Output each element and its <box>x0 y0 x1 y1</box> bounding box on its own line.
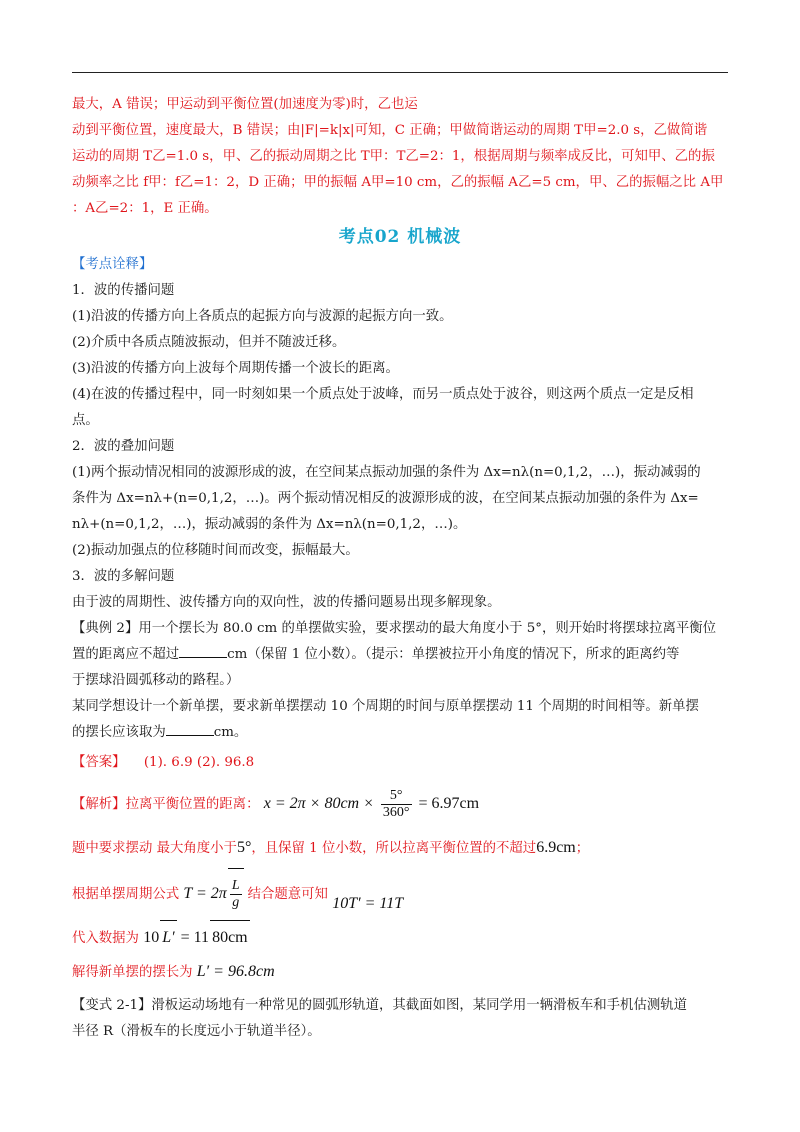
angle-limit: 5° <box>236 839 252 856</box>
analysis-text-4: 代入数据为 <box>72 931 139 946</box>
formula-distance-fraction <box>381 788 412 821</box>
example-block <box>72 616 728 746</box>
formula-sub-a: 10 <box>143 929 160 946</box>
formula-period-root <box>228 868 244 919</box>
example-line-2b: cm（保留 1 位小数）。（提示：单摆被拉开小角度的情况下，所求的距离约等 <box>227 647 680 662</box>
formula-sub-b: L′ <box>160 920 176 955</box>
heading-superposition: 2．波的叠加问题 <box>72 439 175 454</box>
heading-multi-solution: 3．波的多解问题 <box>72 569 175 584</box>
superposition-2: (2)振动加强点的位移随时间而改变，振幅最大。 <box>72 543 359 558</box>
fraction-denominator: 360° <box>382 804 410 820</box>
formula-distance <box>263 787 480 820</box>
formula-period <box>183 877 247 910</box>
formula-period-left: T = 2π <box>183 885 227 902</box>
answer-line <box>72 750 728 776</box>
analysis-text-3b: 结合题意可知 <box>247 887 328 902</box>
point-4a: (4)在波的传播过程中，同一时刻如果一个质点处于波峰，而另一质点处于波谷，则这两个质点一定是反相 <box>72 387 694 402</box>
point-4b: 点。 <box>72 413 99 428</box>
example-line-4: 某同学想设计一个新单摆，要求新单摆摆动 10 个周期的时间与原单摆摆动 11 个周期的时间相等。新单摆 <box>72 699 699 714</box>
fraction-numerator: 5° <box>381 788 412 805</box>
formula-sub-c: = 11 <box>180 929 210 946</box>
variant-line-1: 【变式 2-1】滑板运动场地有一种常见的圆弧形轨道，其截面如图，某同学用一辆滑板车和手机估测轨道 <box>72 998 688 1013</box>
answer-line-2: 动到平衡位置，速度最大，B 错误；由|F|=k|x|可知，C 正确；甲做简谐运动的周期 T甲=2.0 s，乙做简谐 <box>72 123 708 138</box>
analysis-text-5: 解得新单摆的摆长为 <box>72 965 193 980</box>
superposition-1c: nλ+(n=0,1,2，…)，振动减弱的条件为 Δx=nλ(n=0,1,2，…)。 <box>72 517 467 532</box>
variant-block <box>72 993 728 1045</box>
formula-period-relation: 10T′ = 11T <box>332 895 404 912</box>
analysis-tag: 【解析】 <box>72 797 126 812</box>
example-line-2 <box>72 642 728 668</box>
point-2: (2)介质中各质点随波振动，但并不随波迁移。 <box>72 335 346 350</box>
formula-sub-d: 80cm <box>210 920 250 955</box>
answer-blank-1 <box>179 643 227 658</box>
formula-new-length: L′ = 96.8cm <box>196 963 275 980</box>
document-page <box>72 92 728 1045</box>
answer-blank-2 <box>166 721 214 736</box>
explain-block <box>72 252 728 616</box>
section-title: 考点02 机械波 <box>338 227 462 247</box>
answer-value: (1). 6.9 (2). 96.8 <box>143 755 255 770</box>
answer-line-1: 最大，A 错误；甲运动到平衡位置(加速度为零)时，乙也运 <box>72 97 418 112</box>
previous-answer-block <box>72 92 728 222</box>
formula-distance-left: x = 2π × 80cm × <box>263 795 374 812</box>
multi-solution-text: 由于波的周期性、波传播方向的双向性，波的传播问题易出现多解现象。 <box>72 595 501 610</box>
heading-propagation: 1．波的传播问题 <box>72 283 175 298</box>
explain-tag: 【考点诠释】 <box>72 257 153 272</box>
point-1: (1)沿波的传播方向上各质点的起振方向与波源的起振方向一致。 <box>72 309 453 324</box>
example-line-1: 【典例 2】用一个摆长为 80.0 cm 的单摆做实验，要求摆动的最大角度小于 5°，则开始时将摆球拉离平衡位 <box>72 621 717 636</box>
analysis-text-1: 拉离平衡位置的距离： <box>125 797 260 812</box>
analysis-text-2a: 题中要求摆动 最大角度小于 <box>72 841 237 856</box>
answer-tag: 【答案】 <box>72 755 126 770</box>
root-denominator: g <box>232 894 240 910</box>
example-line-5 <box>72 720 728 746</box>
formula-distance-right: = 6.97cm <box>418 795 480 812</box>
answer-line-5: ：A乙=2：1，E 正确。 <box>72 201 218 216</box>
analysis-text-3: 根据单摆周期公式 <box>72 887 180 902</box>
root-numerator: L <box>231 877 240 893</box>
distance-result: 6.9cm <box>536 839 576 856</box>
variant-line-2: 半径 R（滑板车的长度远小于轨道半径）。 <box>72 1024 321 1039</box>
analysis-line-2 <box>72 835 728 862</box>
example-line-5b: cm。 <box>213 725 248 740</box>
example-line-2a: 置的距离应不超过 <box>72 647 180 662</box>
analysis-line-4 <box>72 920 728 956</box>
point-3: (3)沿波的传播方向上波每个周期传播一个波长的距离。 <box>72 361 399 376</box>
formula-substitute <box>143 929 249 946</box>
analysis-line-1 <box>72 782 728 827</box>
example-line-5a: 的摆长应该取为 <box>72 725 166 740</box>
answer-line-3: 运动的周期 T乙=1.0 s，甲、乙的振动周期之比 T甲：T乙=2：1，根据周期与频率成反比，可知甲、乙的振 <box>72 149 715 164</box>
superposition-1a: (1)两个振动情况相同的波源形成的波，在空间某点振动加强的条件为 Δx=nλ(n=0,1,2，…)，振动减弱的 <box>72 465 701 480</box>
analysis-text-2-end: ； <box>575 841 590 856</box>
example-line-3: 于摆球沿圆弧移动的路程。） <box>72 673 240 688</box>
answer-line-4: 动频率之比 f甲：f乙=1：2，D 正确；甲的振幅 A甲=10 cm，乙的振幅 A乙=5 cm，甲、乙的振幅之比 A甲 <box>72 175 724 190</box>
analysis-text-2b: ，且保留 1 位小数，所以拉离平衡位置的不超过 <box>251 841 537 856</box>
analysis-line-5 <box>72 956 728 989</box>
header-rule <box>72 72 728 73</box>
analysis-line-3 <box>72 868 728 920</box>
superposition-1b: 条件为 Δx=nλ+(n=0,1,2，…)。两个振动情况相反的波源形成的波，在空间某点振动加强的条件为 Δx= <box>72 491 699 506</box>
